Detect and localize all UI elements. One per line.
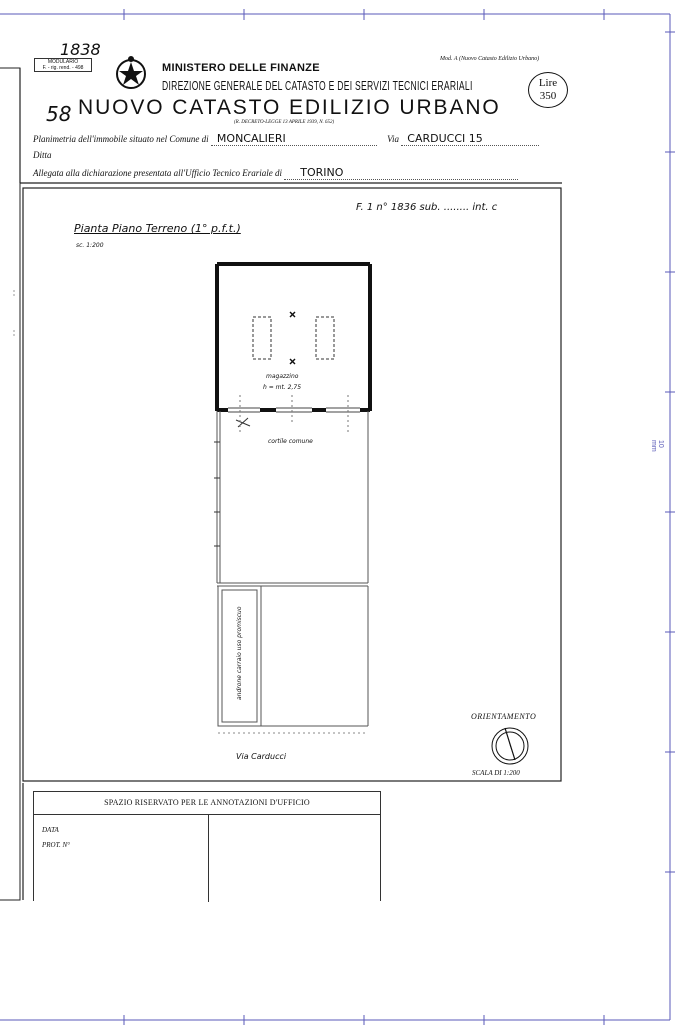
stamp-number: 1838	[60, 40, 101, 59]
comune-field[interactable]: MONCALIERI	[211, 132, 377, 146]
via-field[interactable]: CARDUCCI 15	[401, 132, 539, 146]
office-divider	[208, 814, 209, 902]
planimetry-label: Planimetria dell'immobile situato nel Comune di	[33, 134, 209, 144]
price-label: Lire	[538, 77, 558, 89]
ministry-name: MINISTERO DELLE FINANZE	[162, 62, 320, 74]
model-label: Mod. A (Nuovo Catasto Edilizio Urbano)	[440, 56, 540, 62]
decree-note: (R. DECRETO-LEGGE 13 APRILE 1939, N. 652)	[234, 120, 335, 125]
room-label: magazzino	[266, 373, 299, 380]
allegata-label: Allegata alla dichiarazione presentata all'Ufficio Tecnico Erariale di	[33, 168, 282, 178]
scale-label: SCALA DI 1:200	[472, 769, 520, 777]
courtyard-label: cortile comune	[268, 438, 313, 445]
via-label: Via	[387, 134, 400, 144]
form-number: 58	[46, 102, 72, 126]
side-margin-label: 10 mm	[650, 440, 664, 452]
office-title: SPAZIO RISERVATO PER LE ANNOTAZIONI D'UFFICIO	[34, 792, 380, 815]
modulario-code: F. - rig. rend. - 498	[42, 65, 84, 71]
scale-note: sc. 1:200	[76, 242, 104, 249]
orientation-label: ORIENTAMENTO	[471, 712, 537, 721]
office-prot-label: PROT. N°	[42, 841, 70, 849]
sheet-reference: F. 1 n° 1836 sub. ........ int. c	[356, 202, 498, 213]
price-value: 350	[539, 90, 557, 102]
passage-label: androne carraio uso promiscuo	[236, 606, 243, 700]
plan-title: Pianta Piano Terreno (1° p.f.t.)	[74, 222, 241, 235]
direction-name: DIREZIONE GENERALE DEL CATASTO E DEI SERVIZI TECNICI ERARIALI	[162, 78, 473, 93]
street-label: Via Carducci	[236, 752, 287, 761]
office-data-label: DATA	[42, 826, 59, 834]
room-height: h = mt. 2,75	[263, 384, 302, 391]
ditta-label: Ditta	[33, 150, 52, 160]
document-title: NUOVO CATASTO EDILIZIO URBANO	[78, 96, 501, 119]
office-annotations-box	[33, 791, 381, 901]
modulario-label: MODULARIO	[47, 59, 79, 65]
ufficio-field[interactable]: TORINO	[284, 166, 518, 180]
